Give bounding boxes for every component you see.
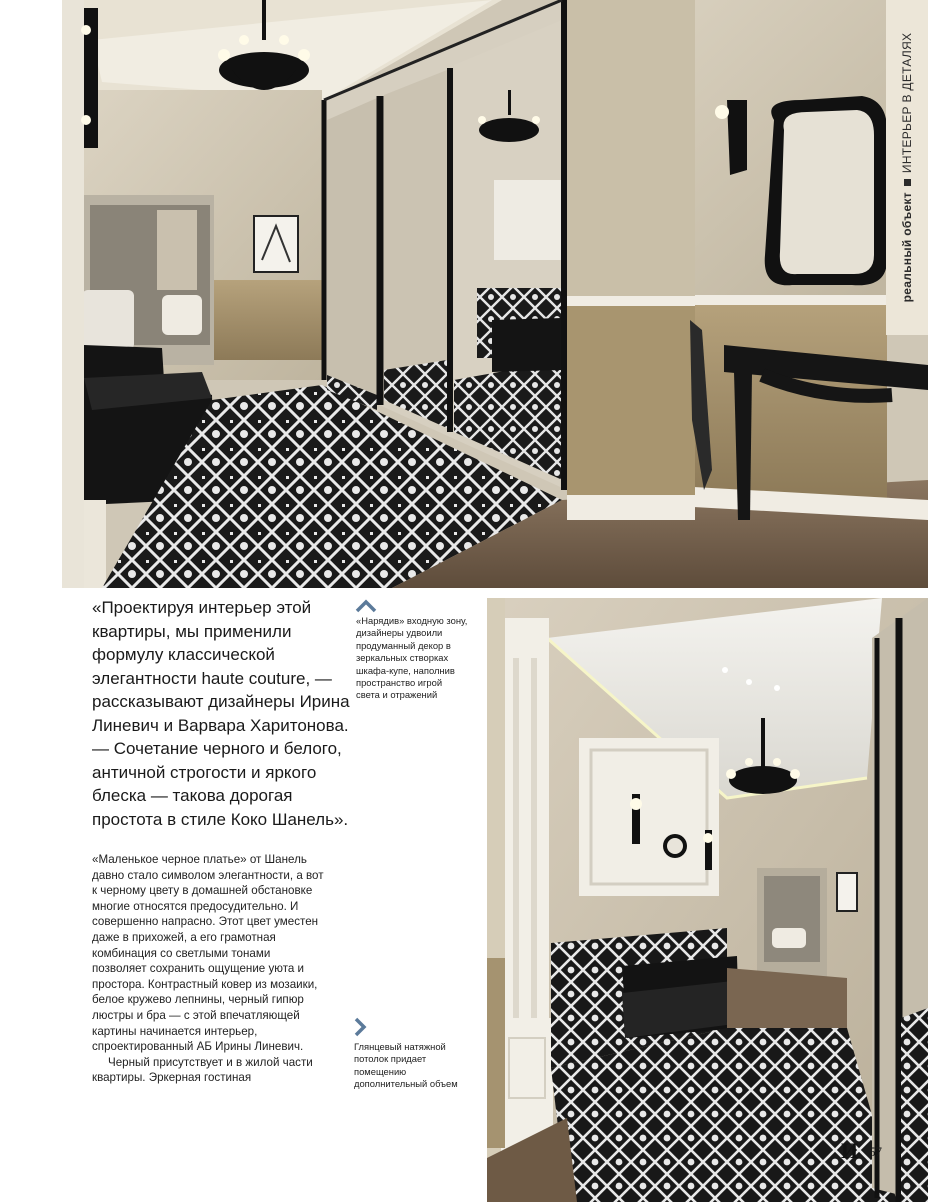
section-label: реальный объект (900, 192, 914, 303)
page-number: 57 (869, 1144, 882, 1159)
body-paragraph: «Маленькое черное платье» от Шанель давно стало символом элегантности, а вот к черному цвету в домашней обстановке многие относятся предосудительно. И совершенно напрасно. Этот цвет уместен даже в прихожей, а его грамотная комбинация со светлыми тонами позволяет сохранить ощущение уюта и простора. Контрастный ковер из мозаики, белое кружево лепнины, черный гипюр люстры и бра — с этой впечатляющей картины начинается интерьер, спроектированный АБ Ирины Линевич. (92, 853, 324, 1054)
section-title: ИНТЕРЬЕР В ДЕТАЛЯХ (900, 32, 914, 174)
body-paragraph: Черный присутствует и в жилой части квартиры. Эркерная гостиная (92, 1055, 313, 1085)
hallway-photo-bottom (487, 598, 928, 1202)
pull-quote: «Проектируя интерьер этой квартиры, мы применили формулу классической элегантности haute couture, — рассказывают дизайнеры Ирина Линевич и Варвара Харитонова. — Сочетание черного и белого, античной строгости и яркого блеска — такова дорогая простота в стиле Коко Шанель». (92, 598, 350, 829)
article-body (92, 852, 324, 1086)
section-tab (886, 0, 928, 335)
magazine-logo: И (840, 1138, 858, 1163)
chevron-right-icon (352, 1017, 368, 1037)
hallway-photo-top (62, 0, 928, 588)
caption-bottom-photo: Глянцевый натяжной потолок придает помещению дополнительный объем (354, 1041, 458, 1090)
caption-top-photo: «Нарядив» входную зону, дизайнеры удвоили продуманный декор в зеркальных створках шкафа-купе, наполнив пространство игрой света и отражений (356, 615, 468, 701)
chevron-up-icon (355, 599, 377, 613)
square-bullet-icon (904, 179, 911, 186)
